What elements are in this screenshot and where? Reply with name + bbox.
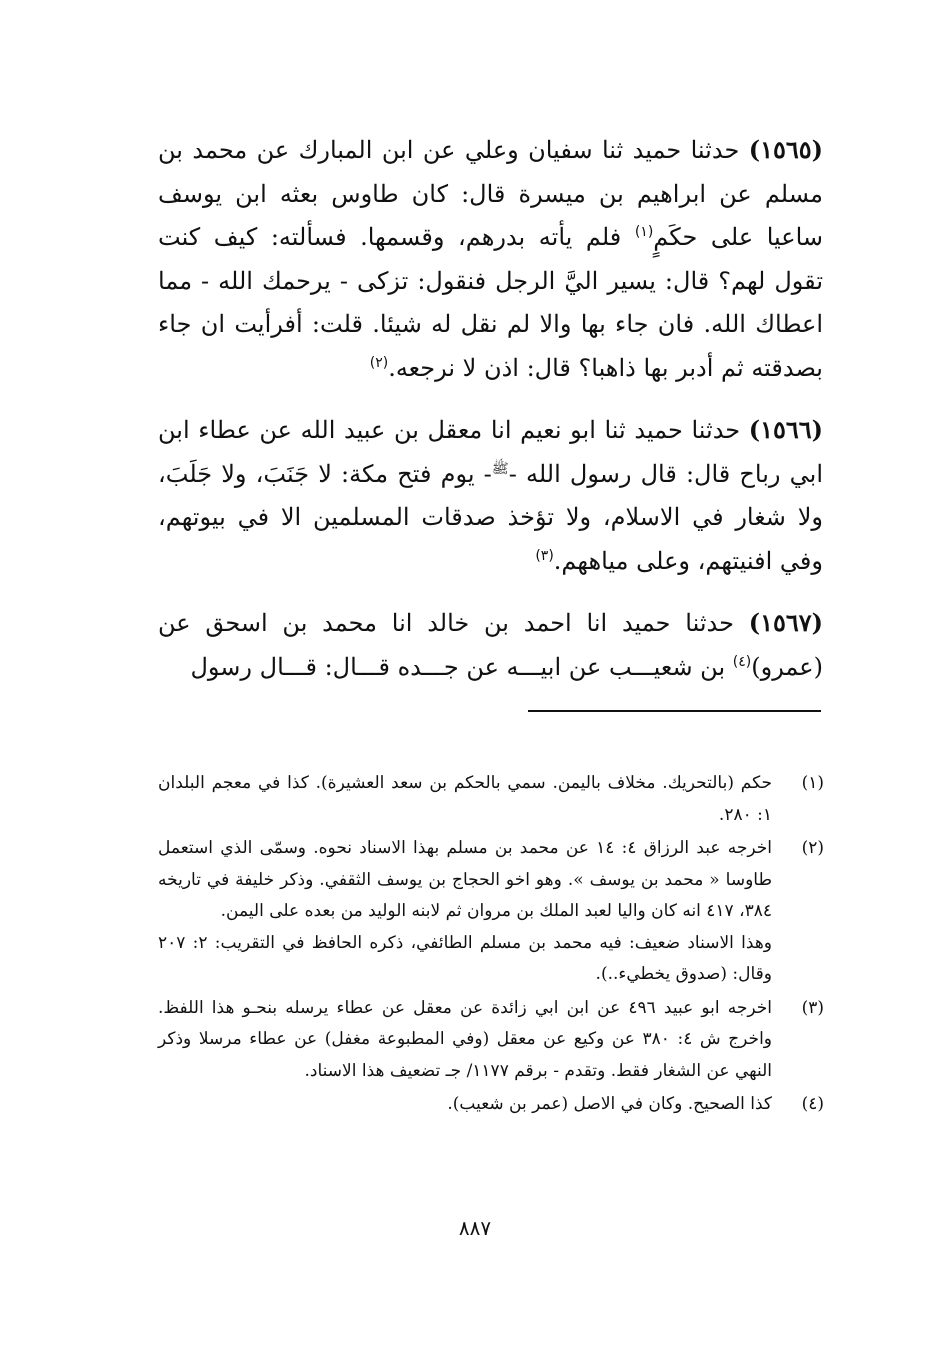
hadith-number: (١٥٦٥) <box>748 135 823 164</box>
hadith-1566 <box>158 408 823 583</box>
hadith-1567 <box>158 601 823 689</box>
footnote-1 <box>158 768 824 831</box>
honorific-ligature: ﷺ <box>491 460 509 477</box>
footnote-separator <box>528 710 821 712</box>
hadith-text: - يوم فتح مكة: لا جَنَبَ، ولا جَلَبَ، ولا شغار في الاسلام، ولا تؤخذ صدقات المسلمين الا في بيوتهم، وفي افنيتهم، وعلى مياههم. <box>158 459 823 575</box>
footnote-number: (٣) <box>801 997 824 1018</box>
footnote-body <box>158 993 772 1088</box>
footnotes <box>158 768 824 1123</box>
footnote-body <box>158 768 772 831</box>
hadith-text: حدثنا حميد ثنا ابو نعيم انا معقل بن عبيد الله عن عطاء ابن ابي رباح قال: قال رسول الله - <box>158 416 823 488</box>
hadith-1565 <box>158 128 823 390</box>
footnote-number: (٤) <box>801 1094 824 1114</box>
hadith-text: حدثنا حميد ثنا سفيان وعلي عن ابن المبارك عن محمد بن مسلم عن ابراهيم بن ميسرة قال: كان طاوس بعثه ابن يوسف ساعيا على حكَمٍ <box>158 136 824 251</box>
footnote-text: حكم (بالتحريك. مخلاف باليمن. سمي بالحكم بن سعد العشيرة). كذا في معجم البلدان ١: ٢٨٠. <box>158 773 772 825</box>
footnote-ref[interactable]: (٢) <box>369 354 389 371</box>
footnote-4 <box>158 1089 824 1121</box>
main-text <box>158 128 823 707</box>
hadith-text: فلم يأته بدرهم، وقسمها. فسألته: كيف كنت تقول لهم؟ قال: يسير اليَّ الرجل فنقول: تزكى - يرحمك الله - مما اعطاك الله. فان جاء بها والا لم نقل له شيئا. قلت: أفرأيت ان جاء بصدقته ثم أدبر بها ذاهبا؟ قال: اذن لا نرجعه. <box>158 223 823 382</box>
footnote-body <box>158 833 772 991</box>
hadith-text: بن شعيـــب عن ابيـــه عن جـــده قـــال: قـــال رسول <box>190 652 733 681</box>
footnote-text: كذا الصحيح. وكان في الاصل (عمر بن شعيب). <box>447 1094 772 1114</box>
footnote-ref[interactable]: (٣) <box>535 547 554 564</box>
footnote-ref[interactable]: (١) <box>634 224 654 240</box>
hadith-number: (١٥٦٦) <box>748 415 823 444</box>
footnote-number: (٢) <box>801 838 824 858</box>
page-number: ٨٨٧ <box>458 1216 492 1240</box>
hadith-text: حدثنا حميد انا احمد بن خالد انا محمد بن اسحق عن (عمرو) <box>158 609 823 681</box>
footnote-number: (١) <box>801 773 824 793</box>
footnote-body <box>158 1089 772 1121</box>
footnote-ref[interactable]: (٤) <box>732 653 752 670</box>
footnote-text: اخرجه عبد الرزاق ٤: ١٤ عن محمد بن مسلم بهذا الاسناد نحوه. وسمّى الذي استعمل طاوسا « محمد بن يوسف ». وهو اخو الحجاج بن يوسف الثقفي. وذكر خليفة في تاريخه ٣٨٤، ٤١٧ انه كان واليا لعبد الملك بن مروان ثم لابنه الوليد من بعده على اليمن. <box>158 838 772 921</box>
hadith-number: (١٥٦٧) <box>748 608 823 637</box>
footnote-text: وهذا الاسناد ضعيف: فيه محمد بن مسلم الطائفي، ذكره الحافظ في التقريب: ٢: ٢٠٧ وقال: (صدوق يخطيء..). <box>158 932 772 984</box>
footnote-3 <box>158 993 824 1088</box>
footnote-2 <box>158 833 824 991</box>
footnote-text: اخرجه ابو عبيد ٤٩٦ عن ابن ابي زائدة عن معقل عن عطاء يرسله بنحـو هذا اللفظ. واخرج ش ٤: ٣٨٠ عن وكيع عن معقل (وفي المطبوعة مغفل) عن عطاء مرسلا وذكر النهي عن الشغار فقط. وتقدم - برقم ١١٧٧/ جـ تضعيف هذا الاسناد. <box>158 997 772 1081</box>
